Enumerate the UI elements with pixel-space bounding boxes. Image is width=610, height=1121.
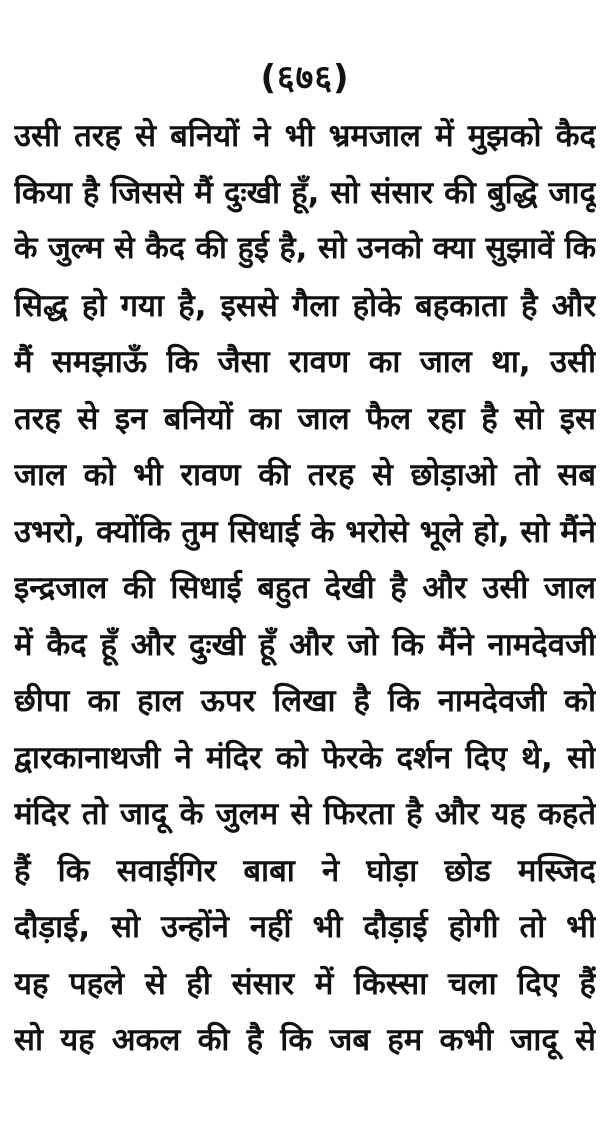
text-line: किया है जिससे मैं दुःखी हूँ, सो संसार की बुद्धि जादू: [14, 174, 596, 211]
page-number: (६७६): [260, 58, 350, 98]
text-line: हैं कि सवाईगिर बाबा ने घोड़ा छोड मस्जिद: [14, 852, 596, 889]
text-line: सो यह अकल की है कि जब हम कभी जादू से: [14, 1022, 596, 1058]
text-line: तरह से इन बनियों का जाल फैल रहा है सो इस: [14, 400, 596, 437]
text-line: में कैद हूँ और दुःखी हूँ और जो कि मैंने नामदेवजी: [14, 626, 596, 663]
body-text: [14, 108, 596, 1069]
text-line: मैं समझाऊँ कि जैसा रावण का जाल था, उसी: [14, 344, 596, 380]
text-line: सिद्ध हो गया है, इससे गैला होके बहकाता है और: [14, 287, 596, 324]
text-line: जाल को भी रावण की तरह से छोड़ाओ तो सब: [14, 457, 596, 493]
text-line: उभरो, क्योंकि तुम सिधाई के भरोसे भूले हो, सो मैंने: [14, 513, 596, 550]
text-line: इन्द्रजाल की सिधाई बहुत देखी है और उसी जाल: [14, 570, 596, 606]
text-line: मंदिर तो जादू के जुलम से फिरता है और यह कहते: [14, 796, 596, 832]
text-line: के जुल्म से कैद की हुई है, सो उनको क्या सुझावें कि: [14, 231, 596, 266]
text-line: द्वारकानाथजी ने मंदिर को फेरके दर्शन दिए थे, सो: [14, 739, 596, 776]
text-line: छीपा का हाल ऊपर लिखा है कि नामदेवजी को: [14, 683, 596, 719]
text-line: उसी तरह से बनियों ने भी भ्रमजाल में मुझको कैद: [14, 118, 596, 154]
text-line: यह पहले से ही संसार में किस्सा चला दिए हैं: [14, 965, 596, 1002]
text-line: दौड़ाई, सो उन्होंने नहीं भी दौड़ाई होगी तो भी: [14, 909, 596, 945]
